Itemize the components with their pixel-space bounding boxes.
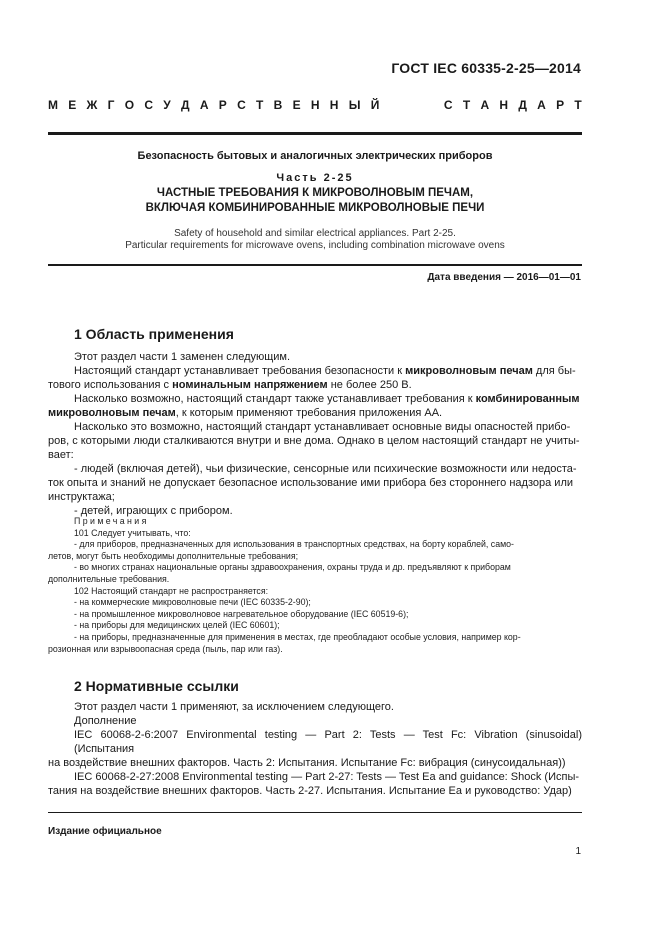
banner-letter: Т: [256, 98, 264, 112]
banner-letter: Ы: [348, 98, 361, 112]
effective-date: Дата введения — 2016—01—01: [427, 272, 581, 283]
paragraph: микроволновым печам, к которым применяют требования приложения АА.: [48, 407, 443, 419]
subtitle-line-2: ВКЛЮЧАЯ КОМБИНИРОВАННЫЕ МИКРОВОЛНОВЫЕ ПЕЧИ: [145, 202, 485, 214]
note: летов, могут быть необходимы дополнительные требования;: [48, 550, 299, 561]
paragraph: IEC 60068-2-27:2008 Environmental testing — Part 2-27: Tests — Test Ea and guidance: Shock (Испы-: [74, 771, 580, 783]
paragraph: Дополнение: [74, 715, 137, 727]
paragraph: Этот раздел части 1 применяют, за исключением следующего.: [74, 701, 394, 713]
banner-letter: С: [237, 98, 246, 112]
document-title: Безопасность бытовых и аналогичных электрических приборов: [137, 150, 493, 162]
note: 101 Следует учитывать, что:: [74, 527, 191, 538]
notes-title: Примечания: [74, 516, 149, 526]
official-edition-label: Издание официальное: [48, 826, 162, 837]
paragraph: тания на воздействие внешних факторов. Часть 2-27. Испытания. Испытание Ea и руководство: Удар): [48, 785, 572, 797]
banner-letter: Е: [68, 98, 77, 112]
paragraph: Насколько это возможно, настоящий стандарт устанавливает основные виды опасностей прибо-: [74, 421, 571, 433]
banner-letter: М: [48, 98, 58, 112]
banner-letter: О: [124, 98, 135, 112]
note: розионная или взрывоопасная среда (пыль, пар или газ).: [48, 643, 283, 654]
note: дополнительные требования.: [48, 573, 170, 584]
note: - на приборы, предназначенные для применения в местах, где преобладают особые условия, например кор-: [74, 631, 521, 642]
page-number: 1: [575, 846, 581, 857]
banner-letter: Е: [292, 98, 301, 112]
header-divider: [48, 132, 582, 135]
paragraph: ток опыта и знаний не допускает безопасное использование ими прибора без стороннего надзора или: [48, 477, 574, 489]
part-number: Часть 2-25: [276, 172, 354, 184]
section-1-heading: 1 Область применения: [74, 326, 234, 342]
paragraph: - детей, играющих с прибором.: [74, 505, 233, 517]
paragraph: Настоящий стандарт устанавливает требования безопасности к микроволновым печам для бы-: [74, 365, 576, 377]
standard-banner: [48, 98, 582, 112]
banner-letter: А: [537, 98, 546, 112]
note: - на коммерческие микроволновые печи (IEC 60335-2-90);: [74, 597, 311, 608]
english-title-line-1: Safety of household and similar electrical appliances. Part 2-25.: [174, 228, 456, 239]
banner-letter: Р: [556, 98, 565, 112]
document-code: ГОСТ IEC 60335-2-25—2014: [391, 60, 581, 76]
paragraph: - людей (включая детей), чьи физические, сенсорные или психические возможности или недоста-: [74, 463, 577, 475]
notes-block: [48, 516, 582, 655]
banner-letter: Р: [218, 98, 227, 112]
banner-letter: Й: [370, 98, 380, 112]
title-divider: [48, 264, 582, 266]
banner-letter: Н: [310, 98, 320, 112]
section-2-body: [48, 700, 582, 798]
banner-letter: У: [163, 98, 171, 112]
paragraph: Этот раздел части 1 заменен следующим.: [74, 351, 291, 363]
section-1-body: [48, 350, 582, 518]
banner-letter: Т: [574, 98, 582, 112]
note: - для приборов, предназначенных для использования в транспортных средствах, на борту кораблей, само-: [74, 539, 514, 550]
banner-letter: Д: [518, 98, 527, 112]
banner-letter: А: [199, 98, 209, 112]
banner-letter: Н: [329, 98, 339, 112]
paragraph: Насколько возможно, настоящий стандарт также устанавливает требования к комбинированным: [74, 393, 580, 405]
paragraph: инструктажа;: [48, 491, 115, 503]
banner-letter: Д: [181, 98, 190, 112]
banner-letter: Т: [462, 98, 471, 112]
paragraph: тового использования с номинальным напряжением не более 250 В.: [48, 379, 412, 391]
banner-letter: Н: [499, 98, 509, 112]
section-2-heading: 2 Нормативные ссылки: [74, 678, 239, 694]
note: - на промышленное микроволновое нагревательное оборудование (IEC 60519-6);: [74, 608, 409, 619]
paragraph: IEC 60068-2-6:2007 Environmental testing — Part 2: Tests — Test Fc: Vibration (sinusoidal) (Испытания: [74, 729, 582, 755]
footer-divider: [48, 812, 582, 813]
note: - во многих странах национальные органы здравоохранения, охраны труда и др. предъявляют к приборам: [74, 562, 511, 573]
banner-letter: С: [443, 98, 453, 112]
banner-letter: Г: [107, 98, 115, 112]
banner-letter: С: [144, 98, 154, 112]
banner-letter: Ж: [86, 98, 98, 112]
english-title-line-2: Particular requirements for microwave ovens, including combination microwave ovens: [125, 240, 505, 251]
banner-letter: А: [480, 98, 490, 112]
note: - на приборы для медицинских целей (IEC 60601);: [74, 620, 280, 631]
paragraph: ров, с которыми люди сталкиваются внутри и вне дома. Однако в целом настоящий стандарт не учиты-: [48, 435, 580, 447]
banner-letter: В: [273, 98, 283, 112]
paragraph: вает:: [48, 449, 74, 461]
banner-gap: [390, 98, 434, 112]
note: 102 Настоящий стандарт не распространяется:: [74, 585, 269, 596]
paragraph: на воздействие внешних факторов. Часть 2: Испытания. Испытание Fc: вибрация (синусоидальная)): [48, 757, 566, 769]
subtitle-line-1: ЧАСТНЫЕ ТРЕБОВАНИЯ К МИКРОВОЛНОВЫМ ПЕЧАМ,: [156, 187, 474, 199]
